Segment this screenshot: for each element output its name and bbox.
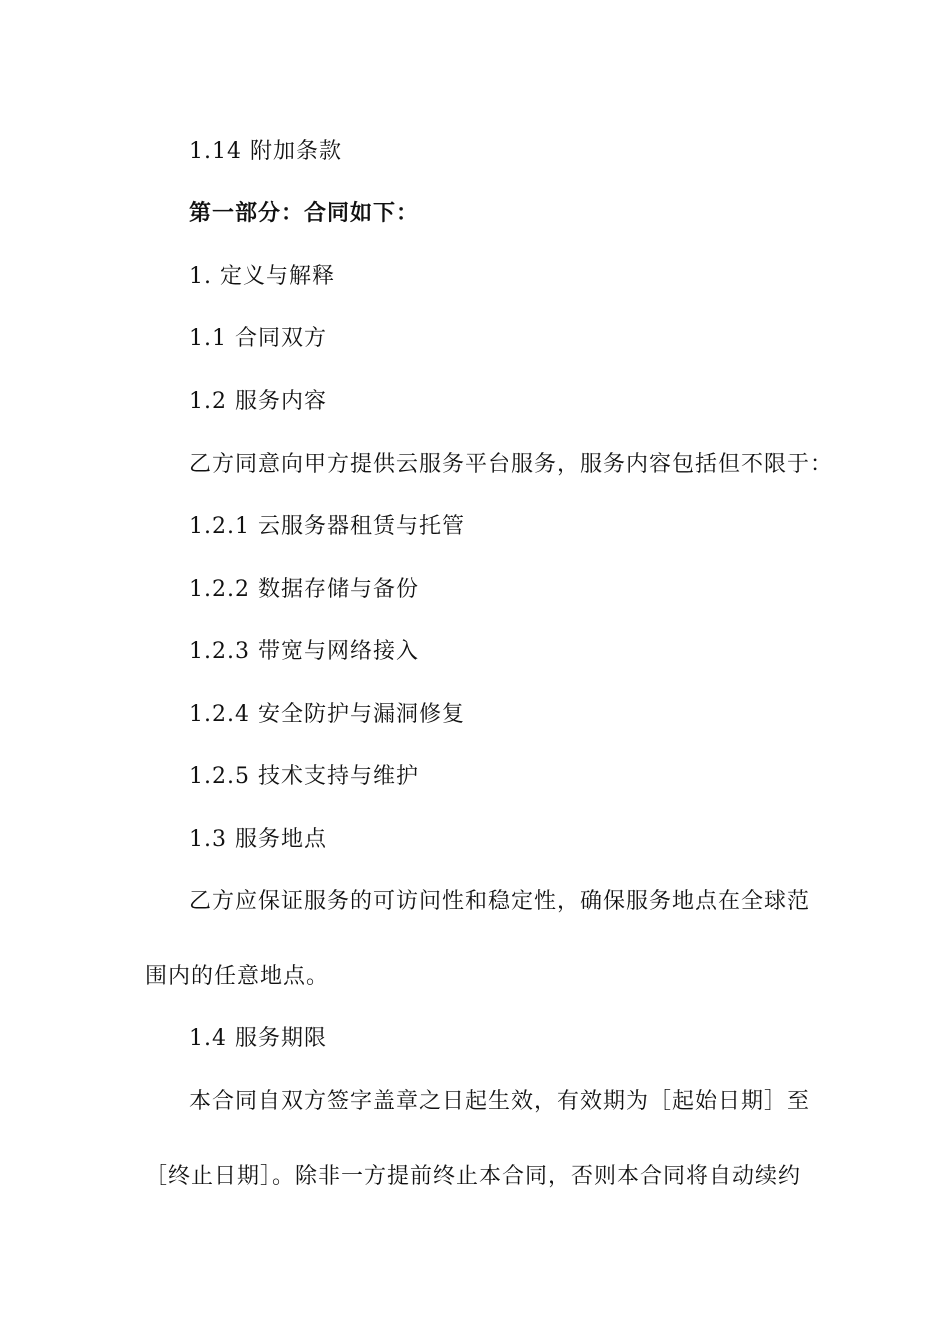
service-content-paragraph: 乙方同意向甲方提供云服务平台服务，服务内容包括但不限于： [189,452,834,477]
service-term-paragraph-line-1: 本合同自双方签字盖章之日起生效，有效期为［起始日期］至 [189,1089,811,1114]
clause-1-2-4: 1.2.4 安全防护与漏洞修复 [189,702,465,727]
clause-1-2-3: 1.2.3 带宽与网络接入 [189,639,419,664]
clause-1-1-heading: 1.1 合同双方 [189,326,327,351]
clause-1-2-2: 1.2.2 数据存储与备份 [189,577,419,602]
clause-1-2-1: 1.2.1 云服务器租赁与托管 [189,514,465,539]
clause-1-3-heading: 1.3 服务地点 [189,827,327,852]
service-location-paragraph-line-1: 乙方应保证服务的可访问性和稳定性，确保服务地点在全球范 [189,889,811,914]
clause-1-2-5: 1.2.5 技术支持与维护 [189,764,419,789]
service-term-paragraph-line-2: ［终止日期］。除非一方提前终止本合同，否则本合同将自动续约 [145,1164,802,1189]
section-1-heading: 1. 定义与解释 [189,264,335,289]
clause-1-2-heading: 1.2 服务内容 [189,389,327,414]
clause-1-4-heading: 1.4 服务期限 [189,1026,327,1051]
part-one-heading: 第一部分：合同如下： [189,201,420,226]
service-location-paragraph-line-2: 围内的任意地点。 [145,964,330,989]
clause-1-14-heading: 1.14 附加条款 [189,139,342,164]
